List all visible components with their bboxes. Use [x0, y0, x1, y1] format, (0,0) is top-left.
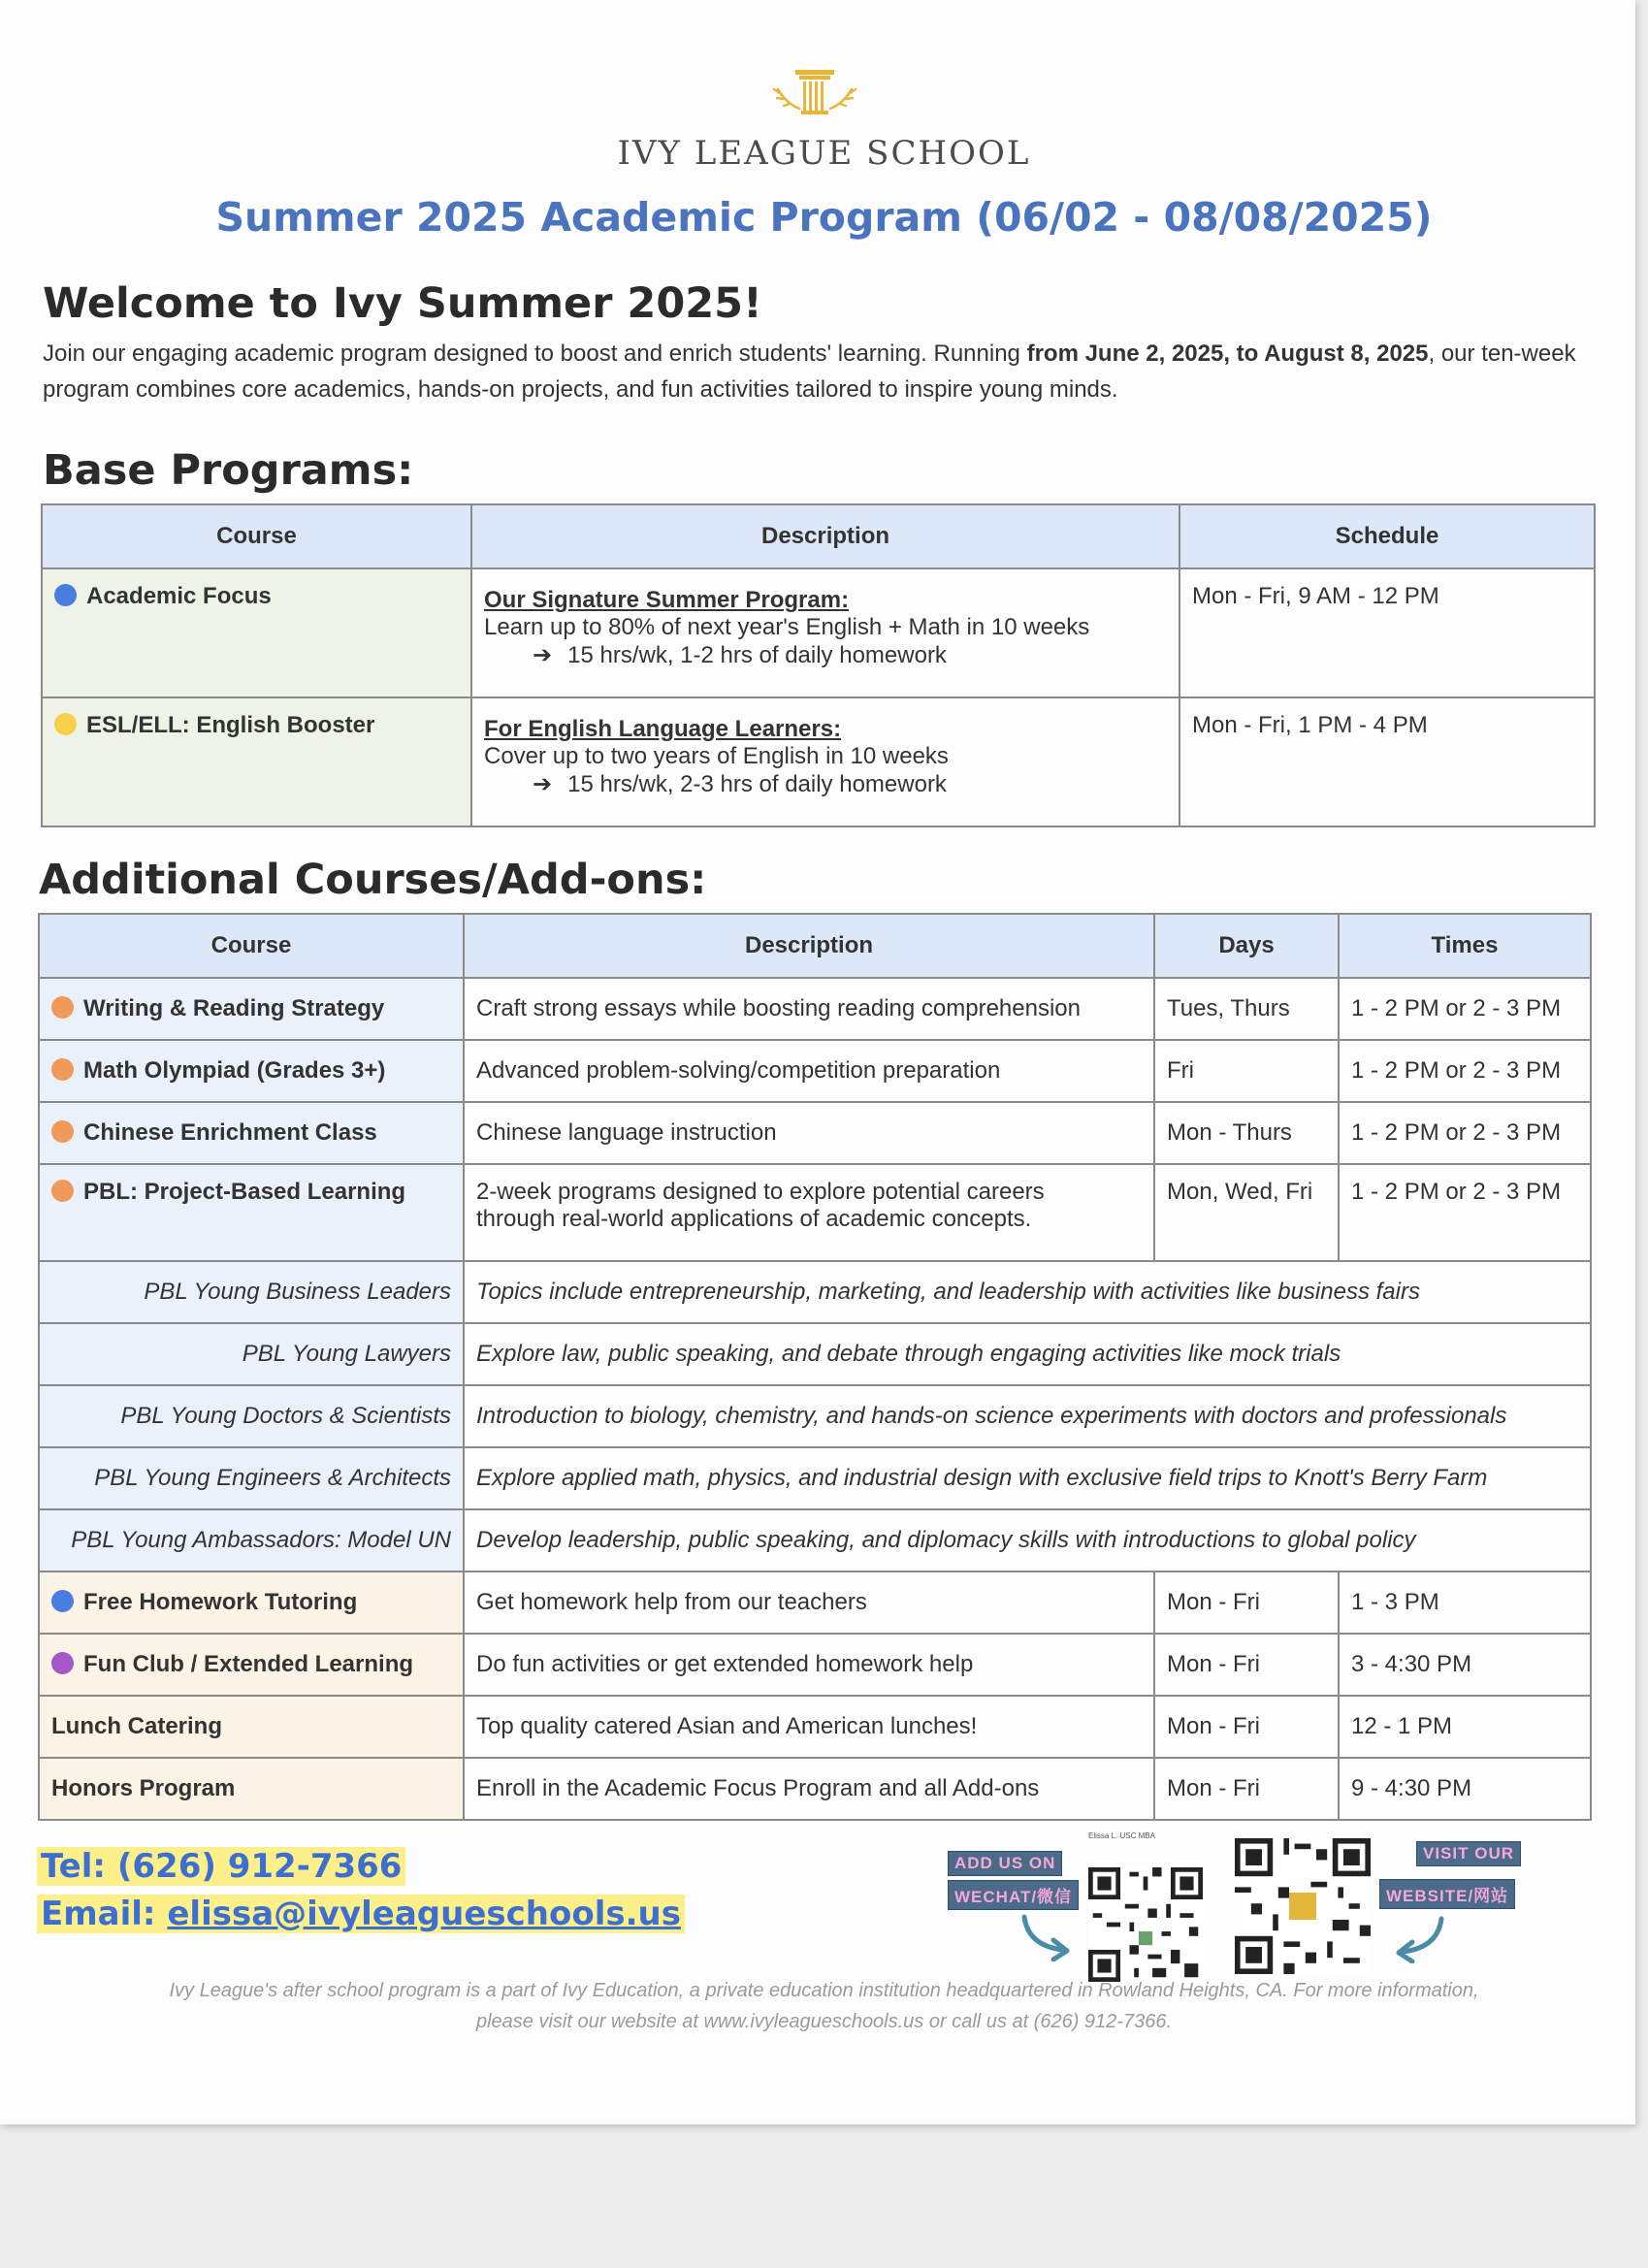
footer-line: Ivy League's after school program is a part of Ivy Education, a private education institution headquartered in Rowland Heights, CA. For more information, [169, 1980, 1479, 2001]
course-cell [42, 697, 471, 826]
welcome-heading: Welcome to Ivy Summer 2025! [43, 279, 762, 328]
wechat-tag-top: ADD US ON [948, 1851, 1062, 1876]
footer-note [0, 1975, 1648, 2037]
pbl-description-cell: Explore applied math, physics, and industrial design with exclusive field trips to Knott's Berry Farm [464, 1447, 1591, 1509]
pillar-laurel-logo [766, 60, 863, 134]
program-title: Summer 2025 Academic Program (06/02 - 08/08/2025) [215, 194, 1433, 241]
table-row [39, 1634, 1591, 1696]
email-line [37, 1895, 685, 1933]
wechat-tag-bottom: WECHAT/微信 [948, 1880, 1079, 1910]
days-cell: Mon - Thurs [1154, 1102, 1339, 1164]
pbl-description-cell: Topics include entrepreneurship, marketing, and leadership with activities like business fairs [464, 1261, 1591, 1323]
hours-text: 15 hrs/wk, 2-3 hrs of daily homework [567, 771, 947, 797]
days-cell: Mon - Fri [1154, 1696, 1339, 1758]
pbl-row [39, 1261, 1591, 1323]
wechat-caption: Elissa L. USC MBA [1088, 1831, 1155, 1840]
times-cell: 1 - 2 PM or 2 - 3 PM [1339, 1102, 1591, 1164]
description-line: Cover up to two years of English in 10 weeks [484, 743, 949, 769]
hours-text: 15 hrs/wk, 1-2 hrs of daily homework [567, 642, 947, 668]
base-programs-heading: Base Programs: [43, 446, 414, 495]
website-qr-code [1235, 1838, 1371, 1974]
times-cell: 3 - 4:30 PM [1339, 1634, 1591, 1696]
website-tag-bottom: WEBSITE/网站 [1379, 1879, 1515, 1909]
arrow-right-icon: ➔ [533, 771, 553, 797]
base-programs-table [41, 503, 1596, 827]
course-cell [39, 1040, 464, 1102]
table-row [42, 697, 1595, 826]
description-line: Learn up to 80% of next year's English + Math in 10 weeks [484, 614, 1090, 640]
orange-dot-icon [51, 1058, 74, 1081]
schedule-cell: Mon - Fri, 9 AM - 12 PM [1179, 568, 1595, 697]
pbl-description-cell: Develop leadership, public speaking, and diplomacy skills with introductions to global policy [464, 1509, 1591, 1571]
orange-dot-icon [51, 1120, 74, 1143]
course-cell [39, 1571, 464, 1634]
times-cell: 1 - 3 PM [1339, 1571, 1591, 1634]
description-cell: Get homework help from our teachers [464, 1571, 1154, 1634]
wechat-qr-code [1088, 1867, 1203, 1982]
column-header: Description [471, 504, 1179, 568]
intro-text-1: Join our engaging academic program designed to boost and enrich students' learning. Running [43, 340, 1027, 367]
description-cell: Advanced problem-solving/competition preparation [464, 1040, 1154, 1102]
column-header: Days [1154, 914, 1339, 978]
course-name: PBL: Project-Based Learning [83, 1179, 406, 1205]
course-cell: Honors Program [39, 1758, 464, 1820]
pbl-row [39, 1509, 1591, 1571]
intro-paragraph [43, 336, 1604, 407]
yellow-dot-icon [54, 713, 77, 735]
course-name: ESL/ELL: English Booster [86, 712, 375, 738]
curved-arrow-icon [1018, 1911, 1077, 1961]
times-cell: 1 - 2 PM or 2 - 3 PM [1339, 1040, 1591, 1102]
schedule-cell: Mon - Fri, 1 PM - 4 PM [1179, 697, 1595, 826]
pbl-row [39, 1385, 1591, 1447]
column-header: Course [42, 504, 471, 568]
orange-dot-icon [51, 996, 74, 1019]
curved-arrow-icon [1389, 1913, 1447, 1963]
course-cell [39, 1164, 464, 1261]
table-header-row [39, 914, 1591, 978]
course-cell [42, 568, 471, 697]
column-header: Course [39, 914, 464, 978]
pbl-name-cell: PBL Young Ambassadors: Model UN [39, 1509, 464, 1571]
phone-line [37, 1847, 405, 1886]
pbl-row [39, 1323, 1591, 1385]
phone-number[interactable]: (626) 912-7366 [116, 1847, 403, 1886]
description-cell: Do fun activities or get extended homework help [464, 1634, 1154, 1696]
blue-dot-icon [54, 584, 77, 606]
footer-line: please visit our website at www.ivyleagueschools.us or call us at (626) 912-7366. [475, 2011, 1173, 2032]
table-row [39, 1040, 1591, 1102]
table-row [39, 1164, 1591, 1261]
course-name: Writing & Reading Strategy [83, 995, 385, 1021]
table-row [39, 1696, 1591, 1758]
course-cell [39, 978, 464, 1040]
table-row [42, 568, 1595, 697]
description-arrow-line [484, 770, 1167, 798]
blue-dot-icon [51, 1590, 74, 1612]
course-cell: Lunch Catering [39, 1696, 464, 1758]
table-row [39, 1758, 1591, 1820]
course-cell [39, 1634, 464, 1696]
arrow-right-icon: ➔ [533, 642, 553, 668]
column-header: Description [464, 914, 1154, 978]
days-cell: Mon - Fri [1154, 1571, 1339, 1634]
intro-dates: from June 2, 2025, to August 8, 2025 [1026, 340, 1429, 367]
times-cell: 1 - 2 PM or 2 - 3 PM [1339, 978, 1591, 1040]
description-arrow-line [484, 641, 1167, 669]
days-cell: Mon - Fri [1154, 1758, 1339, 1820]
website-tag-top: VISIT OUR [1416, 1841, 1521, 1866]
addons-table [38, 913, 1592, 1821]
description-cell: Chinese language instruction [464, 1102, 1154, 1164]
table-row [39, 1102, 1591, 1164]
times-cell: 1 - 2 PM or 2 - 3 PM [1339, 1164, 1591, 1261]
pbl-name-cell: PBL Young Doctors & Scientists [39, 1385, 464, 1447]
description-line: 2-week programs designed to explore potential careers [476, 1179, 1045, 1205]
column-header: Times [1339, 914, 1591, 978]
description-cell [471, 568, 1179, 697]
course-name: Free Homework Tutoring [83, 1589, 358, 1615]
course-cell [39, 1102, 464, 1164]
description-cell: Top quality catered Asian and American lunches! [464, 1696, 1154, 1758]
pbl-description-cell: Introduction to biology, chemistry, and hands-on science experiments with doctors and professionals [464, 1385, 1591, 1447]
table-row [39, 978, 1591, 1040]
description-cell [464, 1164, 1154, 1261]
pbl-name-cell: PBL Young Business Leaders [39, 1261, 464, 1323]
school-name: IVY LEAGUE SCHOOL [617, 134, 1031, 173]
days-cell: Fri [1154, 1040, 1339, 1102]
description-heading: Our Signature Summer Program: [484, 587, 850, 613]
description-cell: Enroll in the Academic Focus Program and all Add-ons [464, 1758, 1154, 1820]
orange-dot-icon [51, 1180, 74, 1202]
table-row [39, 1571, 1591, 1634]
course-name: Math Olympiad (Grades 3+) [83, 1057, 386, 1084]
purple-dot-icon [51, 1652, 74, 1674]
times-cell: 12 - 1 PM [1339, 1696, 1591, 1758]
days-cell: Mon, Wed, Fri [1154, 1164, 1339, 1261]
description-heading: For English Language Learners: [484, 716, 842, 742]
description-cell: Craft strong essays while boosting reading comprehension [464, 978, 1154, 1040]
phone-label: Tel: [41, 1847, 106, 1886]
course-name: Chinese Enrichment Class [83, 1119, 377, 1146]
pbl-name-cell: PBL Young Engineers & Architects [39, 1447, 464, 1509]
course-name: Fun Club / Extended Learning [83, 1651, 414, 1677]
description-cell [471, 697, 1179, 826]
table-header-row [42, 504, 1595, 568]
pbl-description-cell: Explore law, public speaking, and debate through engaging activities like mock trials [464, 1323, 1591, 1385]
days-cell: Mon - Fri [1154, 1634, 1339, 1696]
addons-heading: Additional Courses/Add-ons: [39, 856, 707, 904]
email-label: Email: [41, 1895, 156, 1933]
days-cell: Tues, Thurs [1154, 978, 1339, 1040]
course-name: Academic Focus [86, 583, 272, 609]
email-link[interactable]: elissa@ivyleagueschools.us [167, 1895, 681, 1933]
intro-text-2: , our ten-week program combines core academics, hands-on projects, and fun activities tailored to inspire young minds. [43, 340, 1576, 403]
description-line: through real-world applications of academic concepts. [476, 1206, 1032, 1232]
column-header: Schedule [1179, 504, 1595, 568]
pbl-name-cell: PBL Young Lawyers [39, 1323, 464, 1385]
times-cell: 9 - 4:30 PM [1339, 1758, 1591, 1820]
pbl-row [39, 1447, 1591, 1509]
